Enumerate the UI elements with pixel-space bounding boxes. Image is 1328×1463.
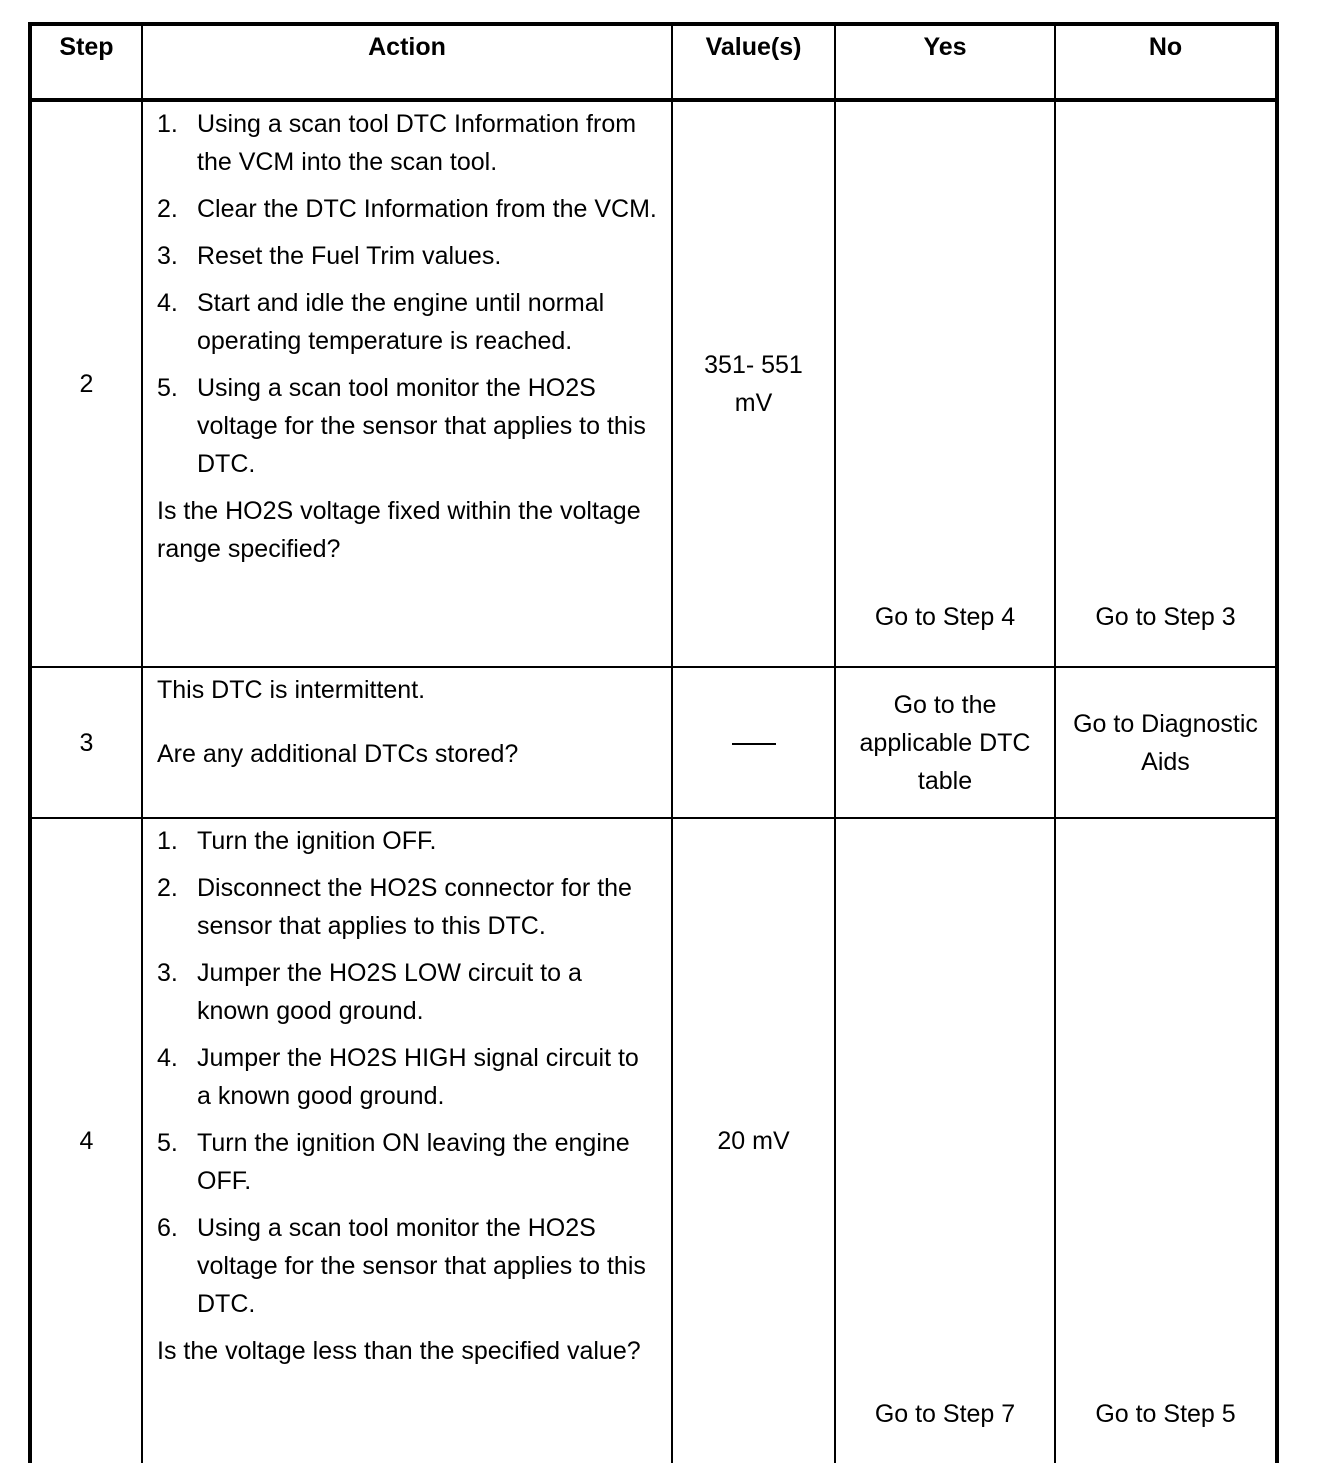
action-question: Is the HO2S voltage fixed within the voltage range specified? [157,497,641,563]
action-question: Are any additional DTCs stored? [157,740,519,768]
action-cell [142,818,672,1463]
action-steps [157,105,659,483]
action-step: 1. Using a scan tool DTC Information from the VCM into the scan tool. [157,110,637,176]
value-text: 351- 551 [704,351,803,379]
action-step: 2. Disconnect the HO2S connector for the sensor that applies to this DTC. [157,874,632,940]
yes-cell: Go to the applicable DTC table [835,667,1055,818]
header-step: Step [30,24,142,100]
dash-mark [732,743,776,745]
action-step: 4. Jumper the HO2S HIGH signal circuit to a known good ground. [157,1044,639,1110]
no-cell: Go to Step 5 [1055,818,1277,1463]
action-step: 3. Jumper the HO2S LOW circuit to a known good ground. [157,959,582,1025]
yes-cell: Go to Step 4 [835,100,1055,667]
table-row [30,818,1277,1463]
action-step: 6. Using a scan tool monitor the HO2S voltage for the sensor that applies to this DTC. [157,1214,646,1318]
step-number: 4 [30,818,142,1463]
value-cell: 20 mV [672,818,835,1463]
header-no: No [1055,24,1277,100]
action-question: Is the voltage less than the specified value? [157,1337,641,1365]
table-row [30,100,1277,667]
value-unit: mV [734,389,773,417]
action-statement: This DTC is intermittent. [157,676,426,704]
no-cell: Go to Step 3 [1055,100,1277,667]
action-cell [142,100,672,667]
action-cell [142,667,672,818]
action-step: 1. Turn the ignition OFF. [157,827,437,855]
value-cell [672,667,835,818]
no-cell: Go to Diagnostic Aids [1055,667,1277,818]
header-row [30,24,1277,100]
action-step: 5. Turn the ignition ON leaving the engine OFF. [157,1129,630,1195]
header-yes: Yes [835,24,1055,100]
action-step: 3. Reset the Fuel Trim values. [157,242,502,270]
table-row [30,667,1277,818]
action-step: 5. Using a scan tool monitor the HO2S voltage for the sensor that applies to this DTC. [157,374,646,478]
value-cell [672,100,835,667]
step-number: 3 [30,667,142,818]
step-number: 2 [30,100,142,667]
action-steps [157,822,659,1323]
header-action: Action [142,24,672,100]
header-values: Value(s) [672,24,835,100]
action-step: 2. Clear the DTC Information from the VCM. [157,195,657,223]
action-step: 4. Start and idle the engine until normal operating temperature is reached. [157,289,605,355]
yes-cell: Go to Step 7 [835,818,1055,1463]
diagnostic-table [28,22,1279,1463]
